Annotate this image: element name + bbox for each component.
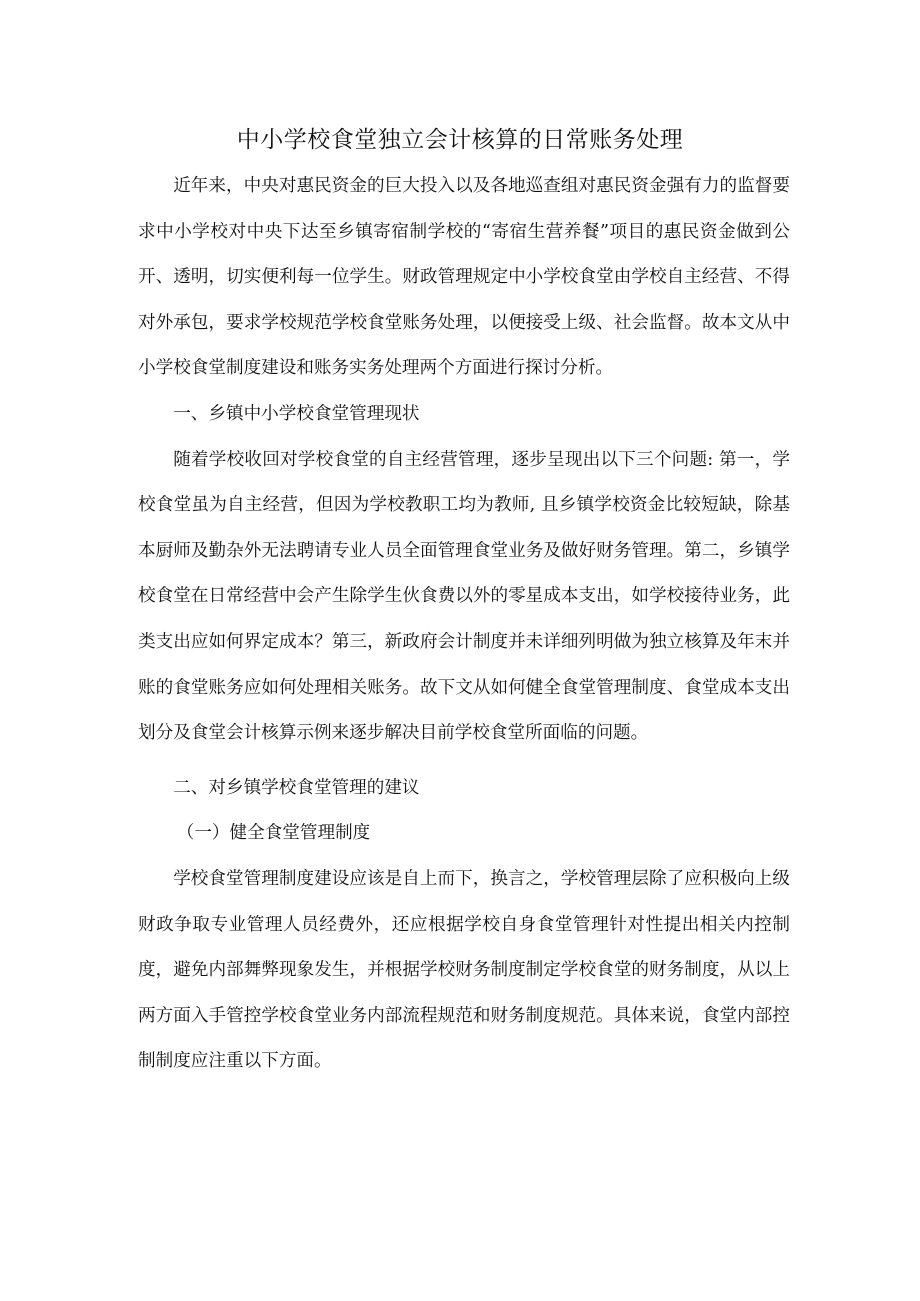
document-title: 中小学校食堂独立会计核算的日常账务处理 bbox=[236, 127, 684, 153]
paragraph-status: 随着学校收回对学校食堂的自主经营管理，逐步呈现出以下三个问题: 第一，学校食堂虽为自主经营，但因为学校教职工均为教师, 且乡镇学校资金比较短缺，除基本厨师及勤杂外无法聘请专业人员全面管理食堂业务及做好财务管理。第二，乡镇学校食堂在日常经营中会产生除学生伙食费以外的零星成本支出，如学校接待业务，此类支出应如何界定成本？第三，新政府会计制度并未详细列明做为独立核算及年末并账的食堂账务应如何处理相关账务。故下文从如何健全食堂管理制度、食堂成本支出划分及食堂会计核算示例来逐步解决目前学校食堂所面临的问题。 bbox=[138, 449, 790, 744]
section-heading-2: 二、对乡镇学校食堂管理的建议 bbox=[173, 777, 420, 798]
section-heading-1: 一、乡镇中小学校食堂管理现状 bbox=[173, 403, 420, 424]
paragraph-intro: 近年来，中央对惠民资金的巨大投入以及各地巡查组对惠民资金强有力的监督要求中小学校对中央下达至乡镇寄宿制学校的“寄宿生营养餐”项目的惠民资金做到公开、透明，切实便利每一位学生。财政管理规定中小学校食堂由学校自主经营、不得对外承包，要求学校规范学校食堂账务处理，以便接受上级、社会监督。故本文从中小学校食堂制度建设和账务实务处理两个方面进行探讨分析。 bbox=[138, 176, 790, 379]
paragraph-management: 学校食堂管理制度建设应该是自上而下，换言之，学校管理层除了应积极向上级财政争取专业管理人员经费外，还应根据学校自身食堂管理针对性提出相关内控制度，避免内部舞弊现象发生，并根据学校财务制度制定学校食堂的财务制度，从以上两方面入手管控学校食堂业务内部流程规范和财务制度规范。具体来说，食堂内部控制制度应注重以下方面。 bbox=[138, 868, 790, 1072]
document-body bbox=[138, 164, 790, 1085]
subsection-heading-1: （一）健全食堂管理制度 bbox=[176, 823, 371, 844]
